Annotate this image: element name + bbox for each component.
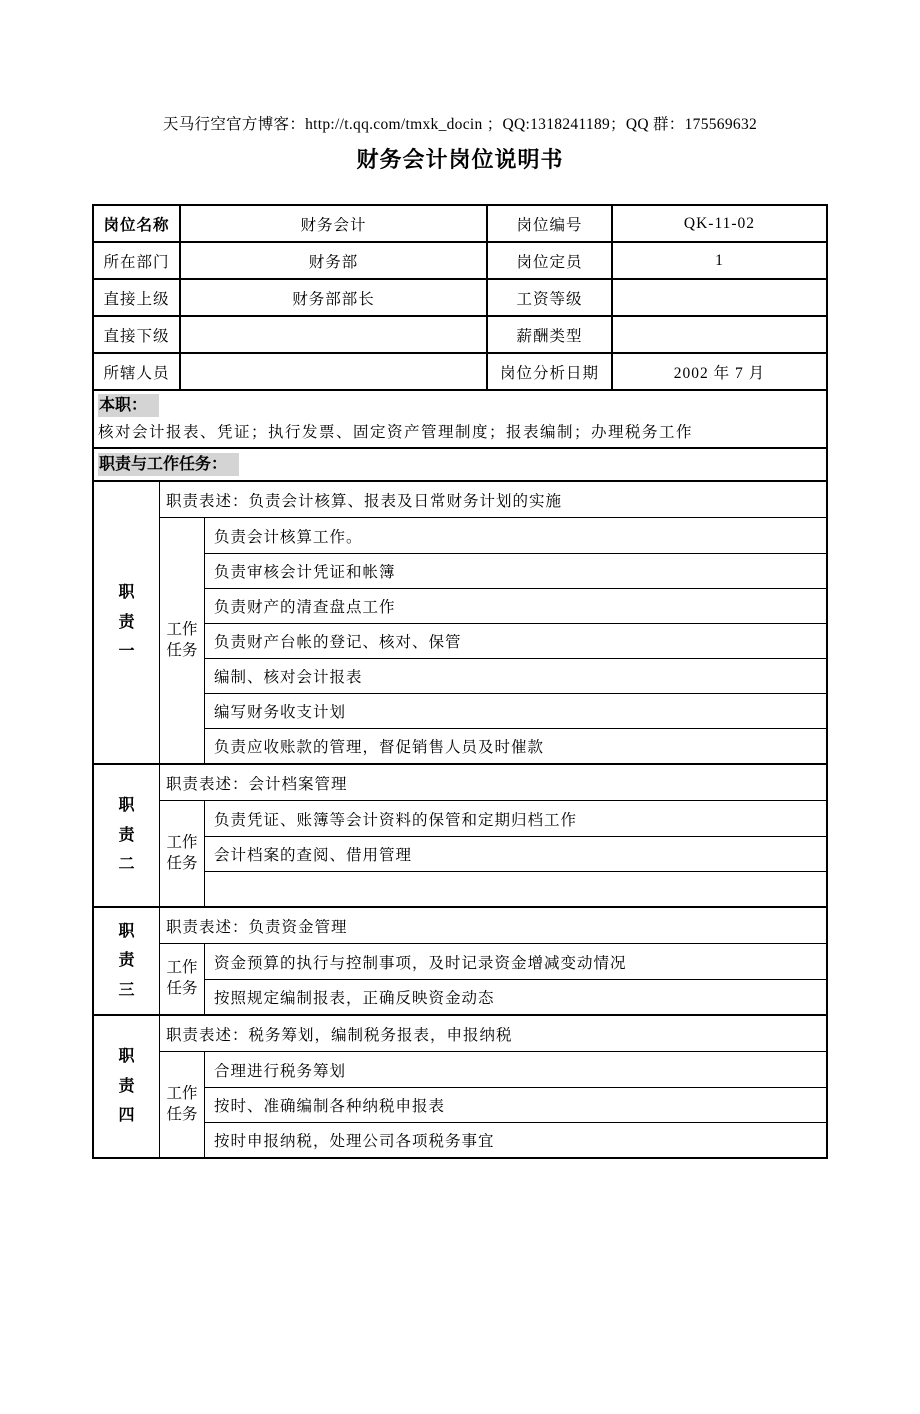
task-item: 编制、核对会计报表 xyxy=(205,658,826,693)
duty-desc-label: 职责表述： xyxy=(166,492,249,510)
task-item: 按照规定编制报表，正确反映资金动态 xyxy=(205,979,826,1014)
task-label-cell xyxy=(160,801,205,906)
task-label-cell xyxy=(160,1052,205,1157)
info-row xyxy=(94,243,826,280)
duty-desc-label: 职责表述： xyxy=(166,1026,249,1044)
info-row xyxy=(94,354,826,391)
task-item: 负责审核会计凭证和帐簿 xyxy=(205,553,826,588)
info-label-position-name: 岗位名称 xyxy=(94,206,181,241)
info-value-direct-superior: 财务部部长 xyxy=(181,280,488,315)
duty-name-cell xyxy=(94,765,160,906)
info-value-analysis-date: 2002 年 7 月 xyxy=(673,364,766,382)
task-item: 编写财务收支计划 xyxy=(205,693,826,728)
info-value-pay-type xyxy=(613,317,826,352)
task-item: 资金预算的执行与控制事项，及时记录资金增减变动情况 xyxy=(214,954,627,972)
info-label-staff-managed: 所辖人员 xyxy=(94,354,181,389)
task-label-cell xyxy=(160,944,205,1014)
main-duty-label: 本职： xyxy=(98,394,159,417)
job-description-table xyxy=(92,204,828,1159)
duty-name: 职责一 xyxy=(118,584,135,661)
page-title: 财务会计岗位说明书 xyxy=(356,147,564,172)
info-value-direct-subordinate xyxy=(181,317,488,352)
info-value-salary-grade xyxy=(613,280,826,315)
duty-section-2 xyxy=(94,763,826,906)
main-duty-section xyxy=(94,391,826,449)
task-item: 按时申报纳税，处理公司各项税务事宜 xyxy=(205,1122,826,1157)
task-item: 按时、准确编制各种纳税申报表 xyxy=(205,1087,826,1122)
duty-desc-label: 职责表述： xyxy=(166,918,249,936)
promo-header: 天马行空官方博客：http://t.qq.com/tmxk_docin ；QQ:1318241189；QQ 群：175569632 xyxy=(162,116,758,133)
duty-name: 职责三 xyxy=(118,922,135,999)
duty-section-1 xyxy=(94,480,826,763)
info-label-direct-superior: 直接上级 xyxy=(94,280,181,315)
task-item: 负责应收账款的管理，督促销售人员及时催款 xyxy=(205,728,826,763)
info-label-direct-subordinate: 直接下级 xyxy=(94,317,181,352)
info-value-position-code: QK-11-02 xyxy=(683,214,756,232)
task-item-empty xyxy=(205,871,826,906)
info-label-department: 所在部门 xyxy=(94,243,181,278)
duty-name: 职责四 xyxy=(118,1048,135,1125)
task-item: 负责会计核算工作。 xyxy=(214,528,363,546)
duty-name-cell xyxy=(94,1016,160,1157)
duty-name-cell xyxy=(94,482,160,763)
main-duty-text: 核对会计报表、凭证；执行发票、固定资产管理制度；报表编制；办理税务工作 xyxy=(98,424,694,441)
duty-desc-text: 负责资金管理 xyxy=(248,918,348,936)
task-item: 负责凭证、账簿等会计资料的保管和定期归档工作 xyxy=(214,811,578,829)
info-label-headcount: 岗位定员 xyxy=(488,243,613,278)
duty-section-3 xyxy=(94,906,826,1014)
task-label-cell xyxy=(160,518,205,763)
duty-name-cell xyxy=(94,908,160,1014)
duties-section-header xyxy=(94,449,826,480)
duty-name: 职责二 xyxy=(118,797,135,874)
duties-section-label: 职责与工作任务： xyxy=(98,453,239,476)
info-label-salary-grade: 工资等级 xyxy=(488,280,613,315)
task-label: 工作任务 xyxy=(166,833,198,872)
info-row xyxy=(94,280,826,317)
info-value-position-name: 财务会计 xyxy=(181,206,488,241)
task-item: 会计档案的查阅、借用管理 xyxy=(205,836,826,871)
duty-description-row xyxy=(160,1016,826,1052)
task-item: 负责财产的清查盘点工作 xyxy=(205,588,826,623)
info-value-headcount: 1 xyxy=(715,251,724,269)
info-label-analysis-date: 岗位分析日期 xyxy=(488,354,613,389)
info-row xyxy=(94,206,826,243)
duty-description-row xyxy=(160,765,826,801)
task-item: 合理进行税务筹划 xyxy=(214,1062,347,1080)
info-row xyxy=(94,317,826,354)
duty-section-4 xyxy=(94,1014,826,1157)
info-value-staff-managed xyxy=(181,354,488,389)
duty-desc-text: 税务筹划，编制税务报表，申报纳税 xyxy=(248,1026,513,1044)
task-item: 负责财产台帐的登记、核对、保管 xyxy=(205,623,826,658)
task-label: 工作任务 xyxy=(166,959,198,997)
info-label-pay-type: 薪酬类型 xyxy=(488,317,613,352)
info-value-department: 财务部 xyxy=(181,243,488,278)
info-label-position-code: 岗位编号 xyxy=(488,206,613,241)
task-label: 工作任务 xyxy=(166,1084,198,1123)
duty-description-row xyxy=(160,482,826,518)
duty-desc-label: 职责表述： xyxy=(166,775,249,793)
task-label: 工作任务 xyxy=(166,620,198,659)
duty-desc-text: 负责会计核算、报表及日常财务计划的实施 xyxy=(248,492,563,510)
duty-description-row xyxy=(160,908,826,944)
duty-desc-text: 会计档案管理 xyxy=(248,775,348,793)
